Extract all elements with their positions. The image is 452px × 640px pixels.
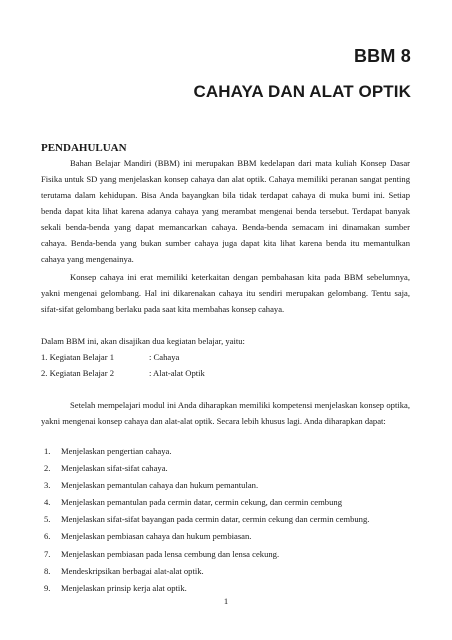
page-number: 1 [223,596,229,606]
chapter-title: CAHAYA DAN ALAT OPTIK [193,82,411,101]
kegiatan-item [41,365,205,381]
list-number: 3. [44,480,51,491]
list-item [41,563,369,580]
competency-paragraph: Setelah mempelajari modul ini Anda diharapkan memiliki kompetensi menjelaskan konsep optika, yakni mengenai konsep cahaya dan alat-alat optik. Secara lebih khusus lagi. Anda diharapkan dapat: [41,400,410,426]
list-text: Menjelaskan pembiasan cahaya dan hukum pembiasan. [61,531,252,542]
list-text: Menjelaskan pembiasan pada lensa cembung dan lensa cekung. [61,548,280,559]
kegiatan-intro: Dalam BBM ini, akan disajikan dua kegiatan belajar, yaitu: [41,336,245,346]
list-text: Menjelaskan pengertian cahaya. [61,446,172,456]
list-number: 7. [44,548,51,559]
objectives-list [41,443,369,597]
list-item [41,460,369,477]
kegiatan-label: 1. Kegiatan Belajar 1 [41,352,115,362]
kegiatan-item [41,349,179,365]
list-item [41,546,369,563]
list-number: 4. [44,497,51,508]
list-number: 1. [44,446,51,456]
list-item [41,528,369,545]
list-text: Menjelaskan sifat-sifat cahaya. [61,463,168,474]
section-heading: PENDAHULUAN [41,142,127,154]
chapter-number: BBM 8 [353,46,411,66]
list-item [41,443,369,460]
list-number: 6. [44,531,51,542]
kegiatan-label: 2. Kegiatan Belajar 2 [41,368,115,378]
list-item [41,477,369,494]
list-text: Menjelaskan pemantulan pada cermin datar, cermin cekung, dan cermin cembung [61,497,342,508]
list-number: 8. [44,565,51,576]
intro-paragraph-1: Bahan Belajar Mandiri (BBM) ini merupakan BBM kedelapan dari mata kuliah Konsep Dasar Fisika untuk SD yang menjelaskan konsep cahaya dan alat optik. Cahaya memiliki peranan sangat penting terutama dalam kehidupan. Bisa Anda bayangkan bila tidak terdapat cahaya di muka bumi ini. Setiap benda dapat kita lihat karena adanya cahaya yang merambat mengenai benda tersebut. Terdapat banyak sekali benda-benda yang dapat memancarkan cahaya. Benda-benda semacam ini dinamakan sumber cahaya. Benda-benda yang bukan sumber cahaya juga dapat kita lihat karena benda itu memantulkan cahaya yang mengenainya. [41,158,410,264]
list-text: Menjelaskan sifat-sifat bayangan pada cermin datar, cermin cekung dan cermin cembung. [61,514,370,525]
list-item [41,494,369,511]
kegiatan-value: : Cahaya [149,352,180,362]
list-item [41,580,369,597]
list-item [41,511,369,528]
list-text: Mendeskripsikan berbagai alat-alat optik. [61,565,204,576]
list-number: 9. [44,582,51,593]
kegiatan-value: : Alat-alat Optik [149,368,205,378]
list-number: 5. [44,514,51,525]
list-text: Menjelaskan prinsip kerja alat optik. [61,582,187,593]
list-number: 2. [44,463,51,474]
list-text: Menjelaskan pemantulan cahaya dan hukum pemantulan. [61,480,259,491]
intro-paragraph-2: Konsep cahaya ini erat memiliki keterkaitan dengan pembahasan kita pada BBM sebelumnya, yakni mengenai gelombang. Hal ini dikarenakan cahaya itu sendiri merupakan gelombang. Tentu saja, sifat-sifat gelombang berlaku pada saat kita membahas konsep cahaya. [41,272,410,314]
